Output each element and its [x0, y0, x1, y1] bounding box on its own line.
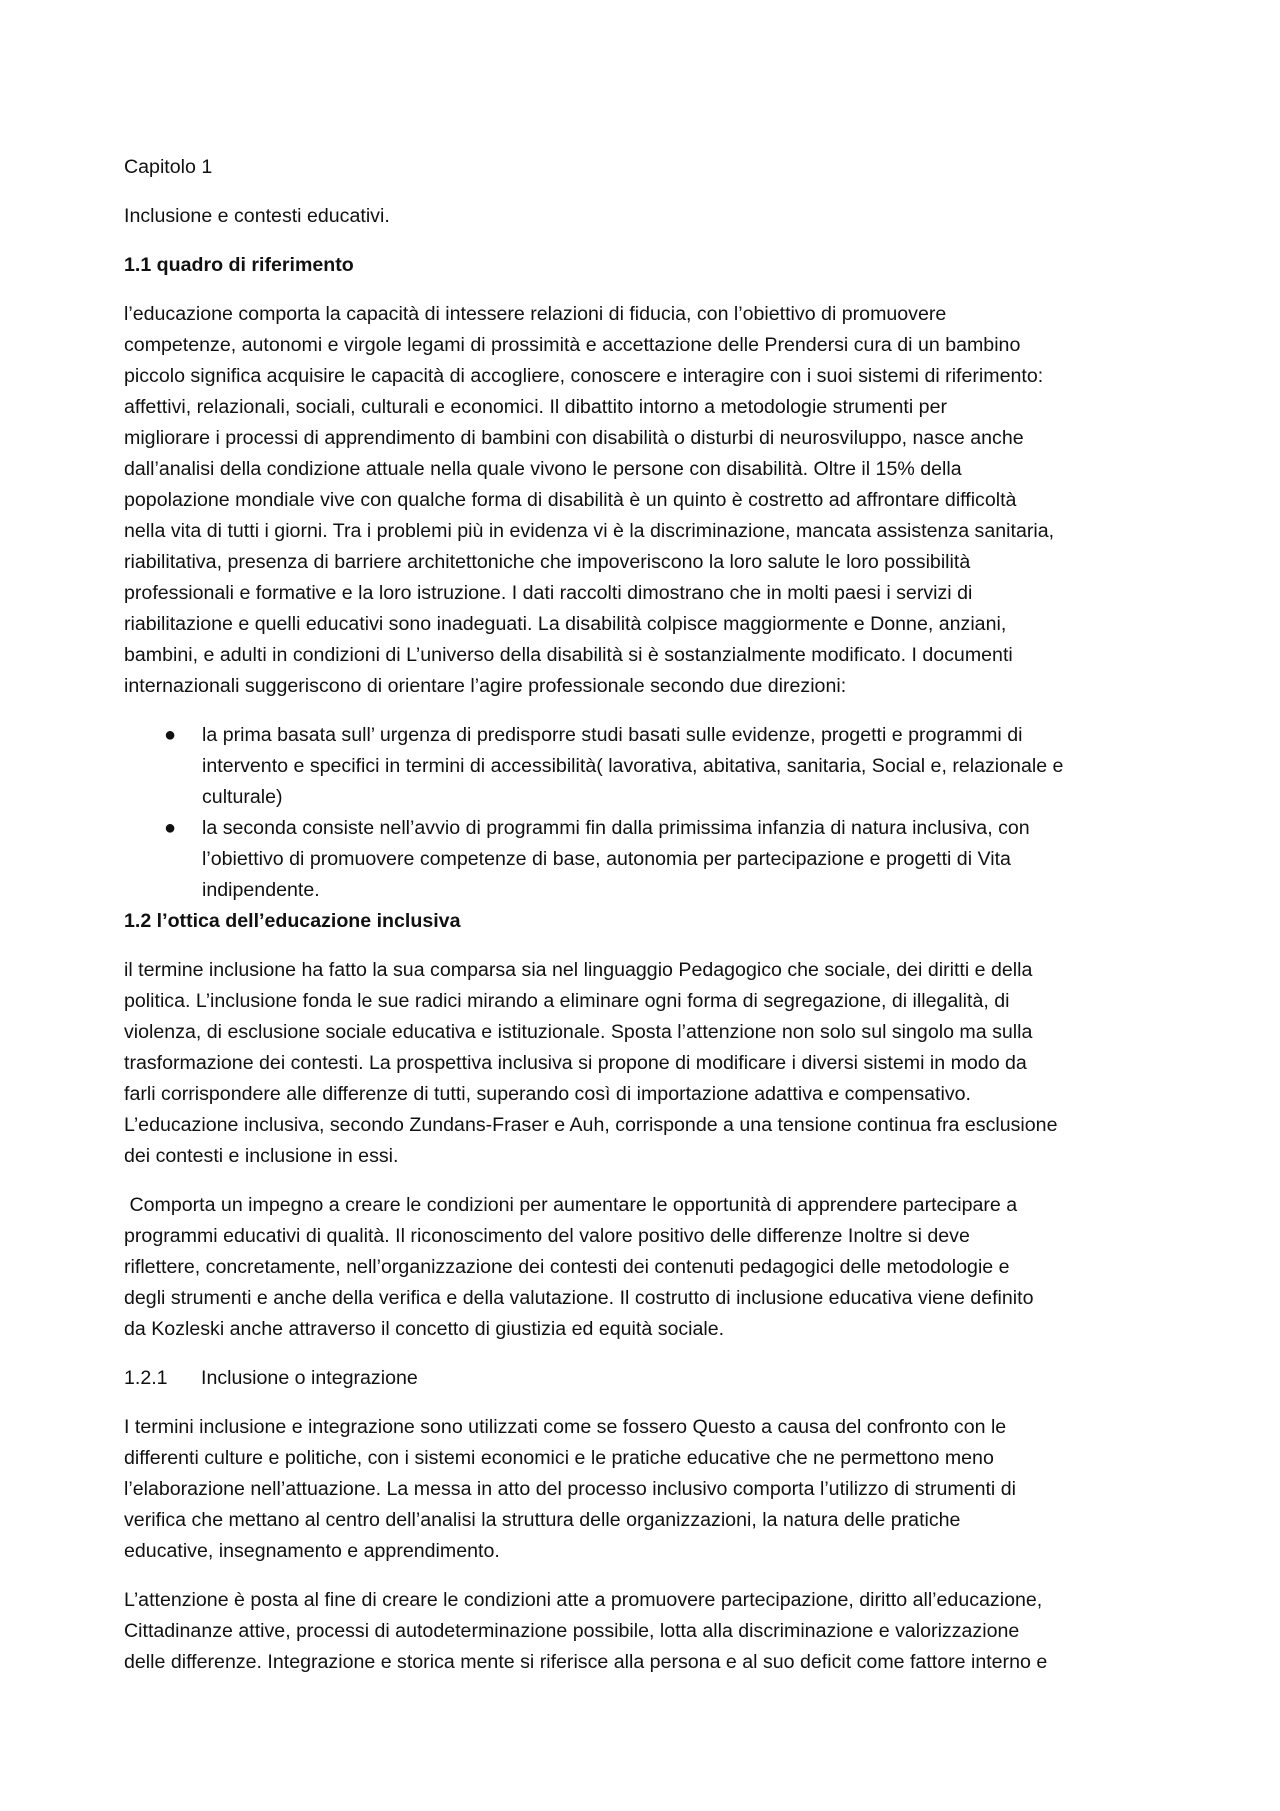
- section-1-2-paragraph-2: [124, 1190, 1156, 1345]
- bullet-icon: ●: [164, 817, 177, 839]
- text-line: L’attenzione è posta al fine di creare le condizioni atte a promuovere partecipazione, diritto all’educazione,: [124, 1589, 1043, 1611]
- list-item: [124, 813, 1156, 906]
- text-line: politica. L’inclusione fonda le sue radici mirando a eliminare ogni forma di segregazione, di illegalità, di: [124, 990, 1010, 1012]
- section-number: 1.2.1: [124, 1367, 168, 1389]
- text-line: differenti culture e politiche, con i sistemi economici e le pratiche educative che ne permettono meno: [124, 1447, 994, 1469]
- chapter-label: Capitolo 1: [124, 156, 213, 178]
- text-line: intervento e specifici in termini di accessibilità( lavorativa, abitativa, sanitaria, Social e, relazionale e: [202, 755, 1064, 777]
- text-line: delle differenze. Integrazione e storica mente si riferisce alla persona e al suo deficit come fattore interno e: [124, 1651, 1048, 1673]
- list-item: [124, 720, 1156, 813]
- text-line: nella vita di tutti i giorni. Tra i problemi più in evidenza vi è la discriminazione, mancata assistenza sanitaria,: [124, 520, 1055, 542]
- text-line: professionali e formative e la loro istruzione. I dati raccolti dimostrano che in molti paesi i servizi di: [124, 582, 973, 604]
- bullet-list: [124, 720, 1156, 906]
- text-line: popolazione mondiale vive con qualche forma di disabilità è un quinto è costretto ad affrontare difficoltà: [124, 489, 1017, 511]
- section-1-2-1-paragraph-2: [124, 1585, 1156, 1678]
- text-line: dei contesti e inclusione in essi.: [124, 1145, 399, 1167]
- text-line: farli corrispondere alle differenze di tutti, superando così di importazione adattiva e compensativo.: [124, 1083, 971, 1105]
- text-line: l’obiettivo di promuovere competenze di base, autonomia per partecipazione e progetti di Vita: [202, 848, 1011, 870]
- bullet-icon: ●: [164, 724, 177, 746]
- text-line: verifica che mettano al centro dell’analisi la struttura delle organizzazioni, la natura delle pratiche: [124, 1509, 961, 1531]
- section-heading-1-2-1: [124, 1363, 1156, 1394]
- text-line: piccolo significa acquisire le capacità di accogliere, conoscere e interagire con i suoi sistemi di riferimento:: [124, 365, 1044, 387]
- text-line: L’educazione inclusiva, secondo Zundans-Fraser e Auh, corrisponde a una tensione continua fra esclusione: [124, 1114, 1058, 1136]
- section-1-1-paragraph: [124, 299, 1156, 702]
- text-line: degli strumenti e anche della verifica e della valutazione. Il costrutto di inclusione educativa viene definito: [124, 1287, 1034, 1309]
- chapter-title: Inclusione e contesti educativi.: [124, 205, 390, 227]
- text-line: riabilitativa, presenza di barriere architettoniche che impoveriscono la loro salute le loro possibilità: [124, 551, 971, 573]
- section-1-2-1-paragraph-1: [124, 1412, 1156, 1567]
- text-line: la prima basata sull’ urgenza di predisporre studi basati sulle evidenze, progetti e programmi di: [202, 724, 1023, 746]
- section-title: Inclusione o integrazione: [201, 1367, 418, 1389]
- text-line: internazionali suggeriscono di orientare l’agire professionale secondo due direzioni:: [124, 675, 847, 697]
- text-line: da Kozleski anche attraverso il concetto di giustizia ed equità sociale.: [124, 1318, 725, 1340]
- text-line: indipendente.: [202, 879, 320, 901]
- text-line: programmi educativi di qualità. Il riconoscimento del valore positivo delle differenze Inoltre si deve: [124, 1225, 970, 1247]
- text-line: trasformazione dei contesti. La prospettiva inclusiva si propone di modificare i diversi sistemi in modo da: [124, 1052, 1027, 1074]
- text-line: riabilitazione e quelli educativi sono inadeguati. La disabilità colpisce maggiormente e Donne, anziani,: [124, 613, 1007, 635]
- text-line: bambini, e adulti in condizioni di L’universo della disabilità si è sostanzialmente modificato. I documenti: [124, 644, 1013, 666]
- text-line: affettivi, relazionali, sociali, culturali e economici. Il dibattito intorno a metodologie strumenti per: [124, 396, 947, 418]
- text-line: Comporta un impegno a creare le condizioni per aumentare le opportunità di apprendere partecipare a: [124, 1194, 1018, 1216]
- text-line: la seconda consiste nell’avvio di programmi fin dalla primissima infanzia di natura inclusiva, con: [202, 817, 1030, 839]
- text-line: Cittadinanze attive, processi di autodeterminazione possibile, lotta alla discriminazione e valorizzazione: [124, 1620, 1020, 1642]
- text-line: l’elaborazione nell’attuazione. La messa in atto del processo inclusivo comporta l’utilizzo di strumenti di: [124, 1478, 1016, 1500]
- text-line: l’educazione comporta la capacità di intessere relazioni di fiducia, con l’obiettivo di promuovere: [124, 303, 947, 325]
- text-line: riflettere, concretamente, nell’organizzazione dei contesti dei contenuti pedagogici delle metodologie e: [124, 1256, 1010, 1278]
- text-line: dall’analisi della condizione attuale nella quale vivono le persone con disabilità. Oltre il 15% della: [124, 458, 962, 480]
- text-line: il termine inclusione ha fatto la sua comparsa sia nel linguaggio Pedagogico che sociale, dei diritti e della: [124, 959, 1033, 981]
- section-heading-1-2: 1.2 l’ottica dell’educazione inclusiva: [124, 910, 461, 932]
- text-line: I termini inclusione e integrazione sono utilizzati come se fossero Questo a causa del confronto con le: [124, 1416, 1007, 1438]
- section-1-2-paragraph-1: [124, 955, 1156, 1172]
- text-line: violenza, di esclusione sociale educativa e istituzionale. Sposta l’attenzione non solo sul singolo ma sulla: [124, 1021, 1033, 1043]
- section-heading-1-1: 1.1 quadro di riferimento: [124, 254, 354, 276]
- text-line: migliorare i processi di apprendimento di bambini con disabilità o disturbi di neurosviluppo, nasce anche: [124, 427, 1024, 449]
- text-line: educative, insegnamento e apprendimento.: [124, 1540, 500, 1562]
- text-line: competenze, autonomi e virgole legami di prossimità e accettazione delle Prendersi cura di un bambino: [124, 334, 1021, 356]
- text-line: culturale): [202, 786, 283, 808]
